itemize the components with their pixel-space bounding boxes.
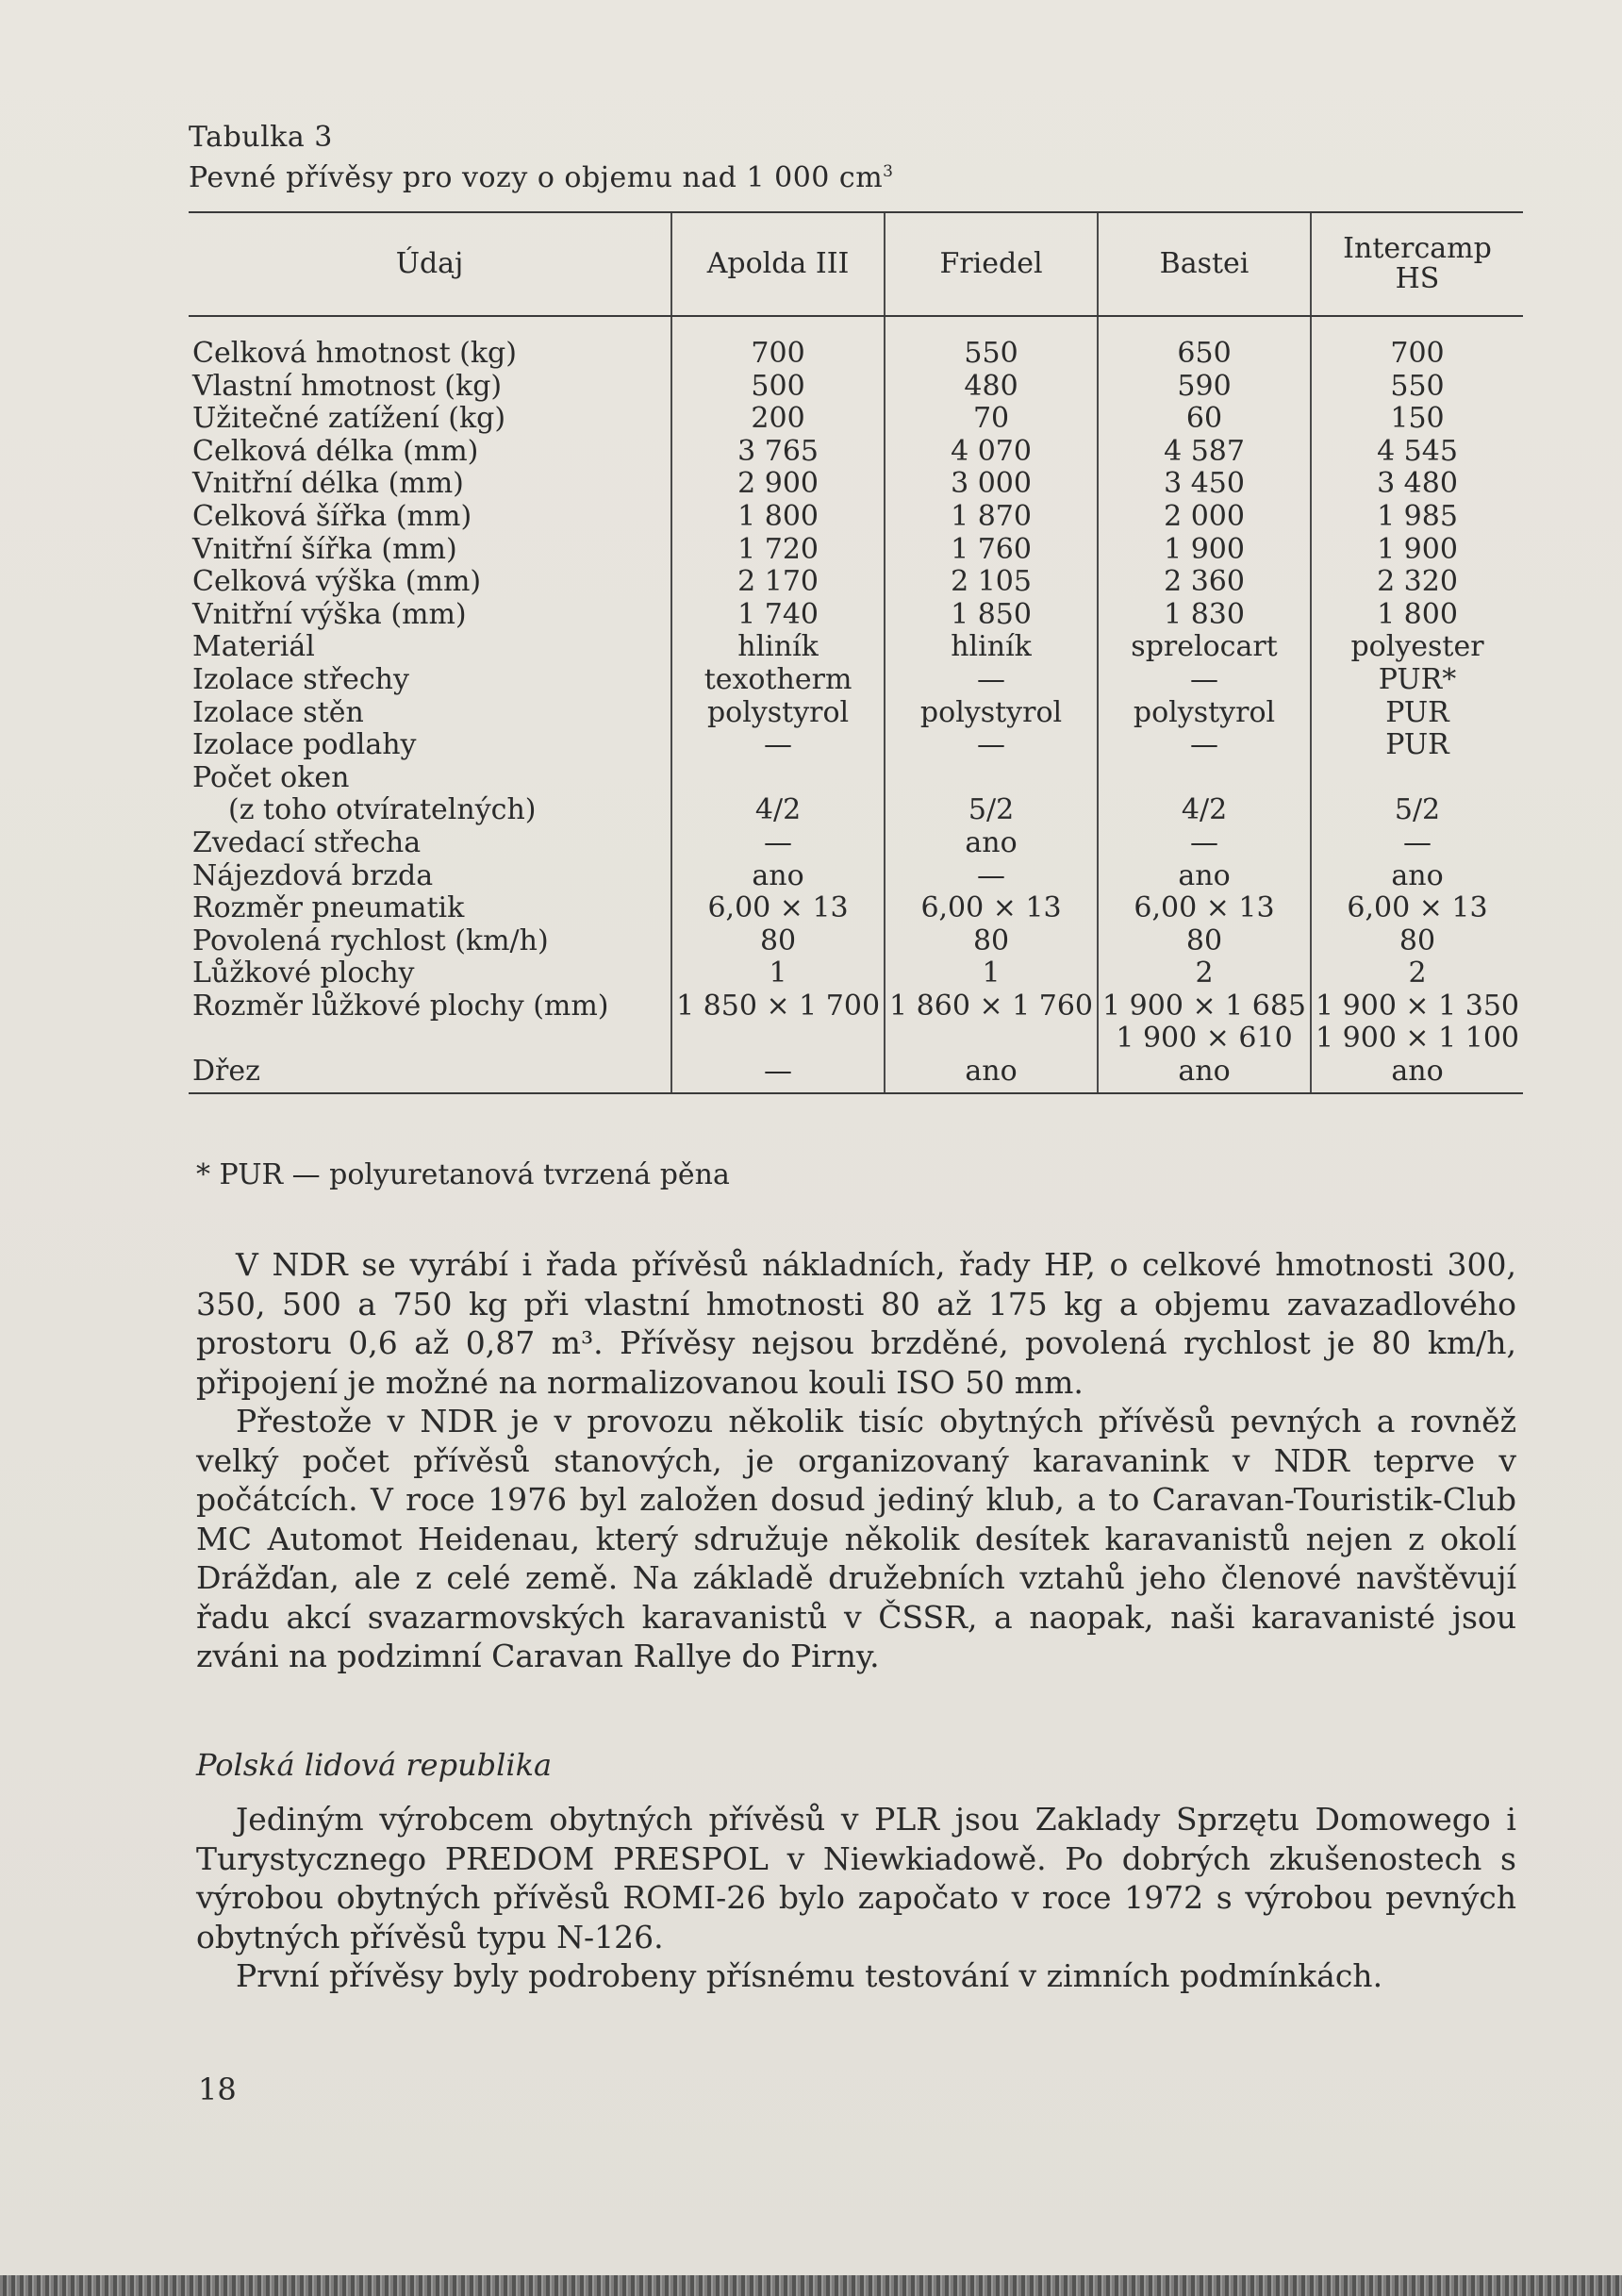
header-cell: Apolda III [671, 212, 885, 316]
table-row [189, 501, 1523, 534]
table-row [189, 316, 1523, 371]
table-cell: 3 000 [885, 468, 1098, 501]
table-cell: 5/2 [1311, 794, 1523, 827]
table-cell: 1 900 × 1 100 [1311, 1023, 1523, 1056]
table-row [189, 762, 1523, 795]
table-cell: 1 830 [1098, 599, 1311, 632]
table-cell: ano [1098, 1056, 1311, 1093]
table-cell: 4 070 [885, 436, 1098, 469]
row-label: Rozměr pneumatik [192, 891, 465, 925]
table-cell: 1 850 [885, 599, 1098, 632]
table-row [189, 468, 1523, 501]
table-cell: 1 720 [671, 534, 885, 567]
table-cell: — [1098, 827, 1311, 860]
table-row [189, 729, 1523, 762]
table-cell: — [885, 860, 1098, 893]
footnote: * PUR — polyuretanová tvrzená pěna [196, 1158, 730, 1191]
table-cell: 80 [1098, 925, 1311, 958]
table-cell [885, 762, 1098, 795]
page-number: 18 [198, 2071, 237, 2107]
paragraph: První přívěsy byly podrobeny přísnému testování v zimních podmínkách. [236, 1957, 1383, 1994]
table-cell: PUR [1311, 697, 1523, 730]
table-cell: 80 [885, 925, 1098, 958]
table-cell: 2 900 [671, 468, 885, 501]
table-cell: — [1311, 827, 1523, 860]
table-cell [1098, 762, 1311, 795]
table-cell: 1 860 × 1 760 [885, 990, 1098, 1023]
table-row [189, 599, 1523, 632]
table-cell: 3 765 [671, 436, 885, 469]
row-label: Dřez [189, 1056, 671, 1093]
table-cell: 1 760 [885, 534, 1098, 567]
paragraph: Přestože v NDR je v provozu několik tisíc obytných přívěsů pevných a rovněž velký počet přívěsů stanových, je organizovaný karavanink v NDR teprve v počátcích. V roce 1976 byl založen dosud jediný klub, a to Caravan-Touristik-Club MC Automot Heidenau, který sdružuje několik desítek karavanistů nejen z okolí Drážďan, ale z celé země. Na základě družebních vztahů jeho členové navštěvují řadu akcí svazarmovských karavanistů v ČSSR, a naopak, naši karavanisté jsou zváni na podzimní Caravan Rallye do Pirny. [196, 1403, 1516, 1674]
table-row [189, 860, 1523, 893]
table-cell: 2 [1098, 957, 1311, 990]
table-row [189, 436, 1523, 469]
table-cell: ano [1311, 1056, 1523, 1093]
table-cell [671, 762, 885, 795]
row-label: Izolace stěn [192, 695, 364, 729]
table-cell: 200 [671, 403, 885, 436]
table-cell: 3 480 [1311, 468, 1523, 501]
table-cell: 1 900 [1311, 534, 1523, 567]
table-row [189, 990, 1523, 1023]
table-cell: 6,00 × 13 [1311, 892, 1523, 925]
table-row [189, 534, 1523, 567]
table-cell: ano [671, 860, 885, 893]
body-text-1 [196, 1245, 1516, 1676]
header-cell: Bastei [1098, 212, 1311, 316]
table-cell: — [1098, 729, 1311, 762]
table-cell: — [671, 1056, 885, 1093]
table-cell: 2 [1311, 957, 1523, 990]
table-cell: sprelocart [1098, 631, 1311, 664]
table-cell: 1 [671, 957, 885, 990]
row-label: Vnitřní šířka (mm) [192, 532, 457, 566]
header-cell: Intercamp HS [1311, 212, 1523, 316]
body-text-2 [196, 1800, 1516, 1996]
row-label: Izolace střechy [192, 662, 409, 696]
table-row [189, 664, 1523, 697]
paragraph: V NDR se vyrábí i řada přívěsů nákladních, řady HP, o celkové hmotnosti 300, 350, 500 a 750 kg při vlastní hmotnosti 80 až 175 kg a objemu zavazadlového prostoru 0,6 až 0,87 m³. Přívěsy nejsou brzděné, povolená rychlost je 80 km/h, připojení je možné na normalizovanou kouli ISO 50 mm. [196, 1246, 1516, 1401]
table-cell: hliník [671, 631, 885, 664]
table-title: Pevné přívěsy pro vozy o objemu nad 1 000 $cm^3$ [189, 161, 894, 194]
table-cell: hliník [885, 631, 1098, 664]
row-label: Celková výška (mm) [192, 565, 482, 599]
table-cell: 6,00 × 13 [885, 892, 1098, 925]
table-row [189, 892, 1523, 925]
table-cell: 700 [671, 316, 885, 371]
table-row [189, 1056, 1523, 1093]
row-label: Lůžkové plochy [192, 957, 415, 990]
table-cell: 80 [671, 925, 885, 958]
table-cell: polystyrol [671, 697, 885, 730]
row-label: Vlastní hmotnost (kg) [192, 369, 503, 403]
table-cell: ano [1098, 860, 1311, 893]
table-cell: — [885, 664, 1098, 697]
row-label: Celková šířka (mm) [192, 499, 472, 533]
table-cell: 550 [1311, 371, 1523, 404]
table-cell: PUR [1311, 729, 1523, 762]
table-cell: 1 740 [671, 599, 885, 632]
table-row [189, 794, 1523, 827]
table-cell: 590 [1098, 371, 1311, 404]
table-cell: 60 [1098, 403, 1311, 436]
table-cell [671, 1023, 885, 1056]
table-row [189, 1023, 1523, 1056]
table-number: Tabulka 3 [189, 121, 333, 154]
row-label: Počet oken [192, 760, 350, 794]
table-cell: 4/2 [1098, 794, 1311, 827]
row-label-continued: (z toho otvíratelných) [228, 793, 537, 827]
table-cell: 6,00 × 13 [1098, 892, 1311, 925]
table-cell: 1 800 [671, 501, 885, 534]
table-cell: 70 [885, 403, 1098, 436]
row-label: Vnitřní výška (mm) [192, 597, 467, 631]
paragraph: Jediným výrobcem obytných přívěsů v PLR jsou Zaklady Sprzętu Domowego i Turystycznego PREDOM PRESPOL v Niewkiadowě. Po dobrých zkušenostech s výrobou obytných přívěsů ROMI-26 bylo započato v roce 1972 s výrobou pevných obytných přívěsů typu N-126. [196, 1801, 1516, 1955]
table-cell: 1 800 [1311, 599, 1523, 632]
table-cell: 2 320 [1311, 566, 1523, 599]
row-label: Užitečné zatížení (kg) [192, 402, 506, 436]
table-cell: 1 850 × 1 700 [671, 990, 885, 1023]
table-cell: 1 985 [1311, 501, 1523, 534]
table-row [189, 827, 1523, 860]
header-cell: Údaj [189, 212, 671, 316]
table-body [189, 316, 1523, 1093]
table-cell: 5/2 [885, 794, 1098, 827]
table-cell [885, 1023, 1098, 1056]
table-cell: — [671, 729, 885, 762]
table-cell: 4 545 [1311, 436, 1523, 469]
header-cell: Friedel [885, 212, 1098, 316]
table-row [189, 566, 1523, 599]
table-row [189, 957, 1523, 990]
scan-edge [0, 2275, 1622, 2296]
table-cell: 150 [1311, 403, 1523, 436]
row-label [189, 1023, 671, 1056]
table-cell: 700 [1311, 316, 1523, 371]
table-cell: PUR* [1311, 664, 1523, 697]
table-cell: 2 170 [671, 566, 885, 599]
table-row [189, 371, 1523, 404]
table-cell: 4 587 [1098, 436, 1311, 469]
table-cell: 550 [885, 316, 1098, 371]
table-cell: 1 900 × 1 685 [1098, 990, 1311, 1023]
table-cell: 2 360 [1098, 566, 1311, 599]
row-label [189, 794, 671, 827]
table-cell: 1 900 × 1 350 [1311, 990, 1523, 1023]
table-cell: — [885, 729, 1098, 762]
row-label: Vnitřní délka (mm) [192, 467, 464, 501]
spec-table [189, 211, 1523, 1094]
table-cell: ano [1311, 860, 1523, 893]
table-cell: polystyrol [1098, 697, 1311, 730]
table-cell: texotherm [671, 664, 885, 697]
table-cell: 1 870 [885, 501, 1098, 534]
table-cell: 3 450 [1098, 468, 1311, 501]
table-cell: ano [885, 827, 1098, 860]
table-cell: 1 [885, 957, 1098, 990]
table-caption [189, 121, 893, 195]
table-header-row [189, 212, 1523, 316]
table-cell: 80 [1311, 925, 1523, 958]
row-label: Izolace podlahy [192, 728, 417, 762]
table-cell: — [671, 827, 885, 860]
table-cell: 480 [885, 371, 1098, 404]
row-label: Celková hmotnost (kg) [192, 337, 517, 370]
table-cell [1311, 762, 1523, 795]
table-row [189, 925, 1523, 958]
table-cell: — [1098, 664, 1311, 697]
table-cell: 6,00 × 13 [671, 892, 885, 925]
row-label: Rozměr lůžkové plochy (mm) [192, 989, 609, 1023]
table-cell: 4/2 [671, 794, 885, 827]
table-cell: 650 [1098, 316, 1311, 371]
table-cell: 2 105 [885, 566, 1098, 599]
table-row [189, 403, 1523, 436]
row-label: Celková délka (mm) [192, 434, 479, 468]
row-label: Povolená rychlost (km/h) [192, 923, 549, 957]
table-cell: 1 900 [1098, 534, 1311, 567]
table-row [189, 697, 1523, 730]
table-cell: polyester [1311, 631, 1523, 664]
row-label: Zvedací střecha [192, 825, 422, 859]
table-cell: 2 000 [1098, 501, 1311, 534]
table-cell: ano [885, 1056, 1098, 1093]
table-cell: 1 900 × 610 [1098, 1023, 1311, 1056]
table-row [189, 631, 1523, 664]
row-label: Nájezdová brzda [192, 858, 434, 892]
section-heading: Polská lidová republika [196, 1747, 553, 1783]
row-label: Materiál [192, 630, 315, 664]
table-cell: 500 [671, 371, 885, 404]
table-cell: polystyrol [885, 697, 1098, 730]
